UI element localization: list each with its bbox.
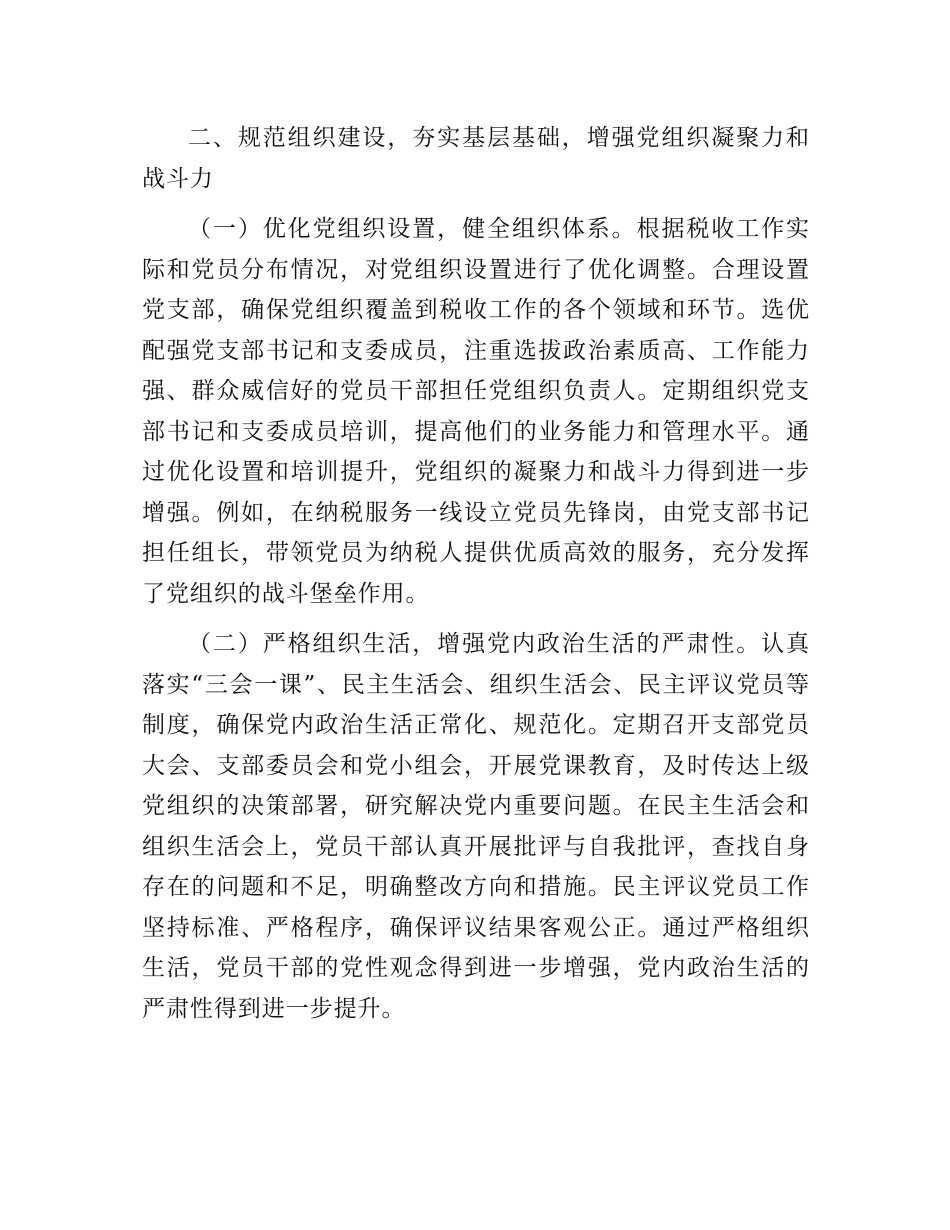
paragraph-organization-life: （二）严格组织生活，增强党内政治生活的严肃性。认真落实“三会一课”、民主生活会、组织生活会、民主评议党员等制度，确保党内政治生活正常化、规范化。定期召开支部党员大会、支部委员会和党小组会，开展党课教育，及时传达上级党组织的决策部署，研究解决党内重要问题。在民主生活会和组织生活会上，党员干部认真开展批评与自我批评，查找自身存在的问题和不足，明确整改方向和措施。民主评议党员工作坚持标准、严格程序，确保评议结果客观公正。通过严格组织生活，党员干部的党性观念得到进一步增强，党内政治生活的严肃性得到进一步提升。 (142, 631, 810, 1022)
section-heading: 二、规范组织建设，夯实基层基础，增强党组织凝聚力和战斗力 (142, 125, 810, 192)
paragraph-organization-setup: （一）优化党组织设置，健全组织体系。根据税收工作实际和党员分布情况，对党组织设置进行了优化调整。合理设置党支部，确保党组织覆盖到税收工作的各个领域和环节。选优配强党支部书记和支委成员，注重选拔政治素质高、工作能力强、群众威信好的党员干部担任党组织负责人。定期组织党支部书记和支委成员培训，提高他们的业务能力和管理水平。通过优化设置和培训提升，党组织的凝聚力和战斗力得到进一步增强。例如，在纳税服务一线设立党员先锋岗，由党支部书记担任组长，带领党员为纳税人提供优质高效的服务，充分发挥了党组织的战斗堡垒作用。 (142, 216, 810, 607)
document-page (142, 118, 810, 1039)
